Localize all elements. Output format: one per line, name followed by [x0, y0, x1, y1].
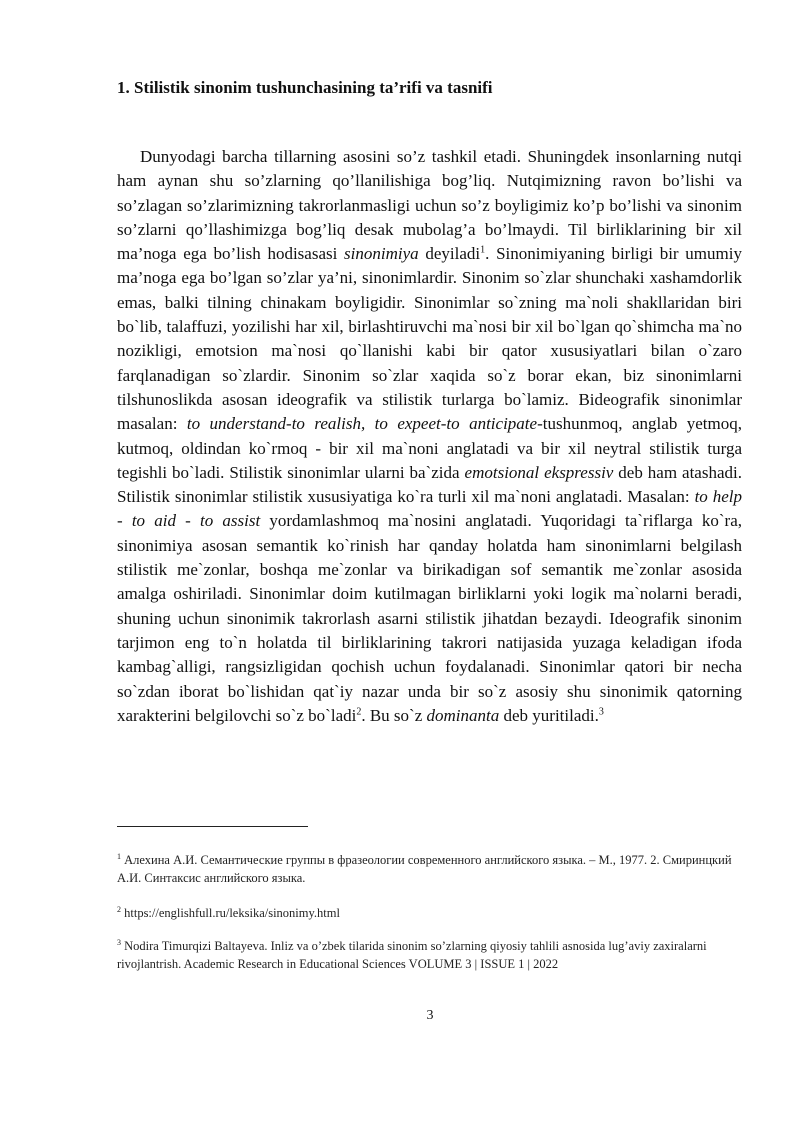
- body-text-run: deb yuritiladi.: [499, 705, 599, 725]
- footnote-mark: 2: [117, 904, 121, 914]
- body-text-run: -tushunmoq, anglab yetmoq, kutmoq, oldindan ko`rmoq - bir xil ma`noni anglatadi va bir xil neytral stilistik turga tegishli bo`ladi. Stilistik sinonimlar ularni ba`zida: [117, 414, 743, 482]
- footnote-text: Алехина А.И. Семантические группы в фразеологии современного английского языка. – М., 1977. 2. Смиринцкий А.И. Синтаксис английского языка.: [117, 853, 732, 885]
- italic-example-ideographic: to understand-to realish, to expeet-to anticipate: [186, 414, 538, 434]
- footnote-separator: [117, 826, 308, 827]
- italic-term-sinonimiya: sinonimiya: [344, 244, 419, 264]
- footnote-1: [117, 851, 742, 887]
- footnote-ref-2: 2: [356, 706, 362, 718]
- page-number: 3: [426, 1008, 434, 1023]
- footnote-ref-3: 3: [598, 706, 604, 718]
- italic-term-emotsional-ekspressiv: emotsional ekspressiv: [464, 462, 614, 482]
- body-text-run: Dunyodagi barcha tillarning asosini so’z tashkil etadi. Shuningdek insonlarning nutqi ham aynan shu so’zlarning qo’llanilishiga bog’liq. Nutqimizning ravon bo’lishi va so’zlagan so’zlarimizning takrorlanmasligi uchun so’z boyligimiz ko’p bo’lishi va sinonim so’zlarni qo’llashimizga bog’liq desak mubolag’a bo’lmaydi. Til birliklarining bir xil ma’noga ega bo’lish hodisasasi: [117, 147, 742, 264]
- footnote-mark: 1: [117, 851, 121, 861]
- body-text-run: . Bu so`z: [361, 705, 427, 725]
- footnote-mark: 3: [117, 937, 121, 947]
- body-text-run: . Sinonimiyaning birligi bir umumiy ma’noga ega bo’lgan so’zlar ya’ni, sinonimlardir. Sinonim so`zlar shunchaki xashamdorlik emas, balki tilning chinakam boyligidir. Sinonimlar so`zning ma`noli shakllaridan biri bo`lib, talaffuzi, yozilishi har xil, birlashtiruvchi ma`nosi bir xil bo`lgan qo`shimcha ma`no nozikligi, emotsion ma`nosi qo`llanishi kabi bir qator xususiyatlari bilan o`zaro farqlanadigan so`zlardir. Sinonim so`zlar xaqida so`z borar ekan, biz sinonimlarni tilshunoslikda asosan ideografik va stilistik turlarga bo`lamiz. Bideografik sinonimlar masalan:: [117, 244, 742, 434]
- footnote-ref-1: 1: [480, 244, 486, 256]
- footnote-text: Nodira Timurqizi Baltayeva. Inliz va o’zbek tilarida sinonim so’zlarning qiyosiy tahlili asnosida lug’aviy zaxiralarni rivojlantrish. Academic Research in Educational Sciences VOLUME 3 | ISSUE 1 | 2022: [117, 939, 707, 971]
- body-text-run: deb ham atashadi. Stilistik sinonimlar stilistik xususiyatiga ko`ra turli xil ma`noni anglatadi. Masalan:: [117, 462, 742, 507]
- footnote-3: [117, 937, 742, 973]
- section-heading: 1. Stilistik sinonim tushunchasining ta’rifi va tasnifi: [117, 78, 493, 97]
- italic-term-dominanta: dominanta: [426, 705, 500, 725]
- body-text-run: yordamlashmoq ma`nosini anglatadi. Yuqoridagi ta`riflarga ko`ra, sinonimiya asosan semantik ko`rinish har qanday holatda ham sinonimlarni belgilash stilistik me`zonlar, boshqa me`zonlar va birikadigan sof semantik me`zonlar asosida amalga oshiriladi. Sinonimlar doim kutilmagan birliklarni yoki logik ma`nolarni beradi, shuning uchun sinonimik takrorlash asarni stilistik jihatdan bezaydi. Ideografik sinonim tarjimon eng to`n holatda til birliklarining takrori natijasida yuzaga keladigan ifoda kambag`alligi, rangsizligidan qochish uchun foydalanadi. Sinonimlar qatori bir necha so`zdan iborat bo`lishidan qat`iy nazar unda bir so`z asosiy shu sinonimik qatorning xarakterini belgilovchi so`z bo`ladi: [117, 511, 742, 725]
- italic-example-stylistic: to help - to aid - to assist: [117, 487, 742, 531]
- body-paragraph: [117, 145, 742, 728]
- footnote-link[interactable]: https://englishfull.ru/leksika/sinonimy.html: [121, 906, 340, 920]
- footnote-2: [117, 904, 742, 922]
- body-text-run: deyiladi: [418, 244, 481, 264]
